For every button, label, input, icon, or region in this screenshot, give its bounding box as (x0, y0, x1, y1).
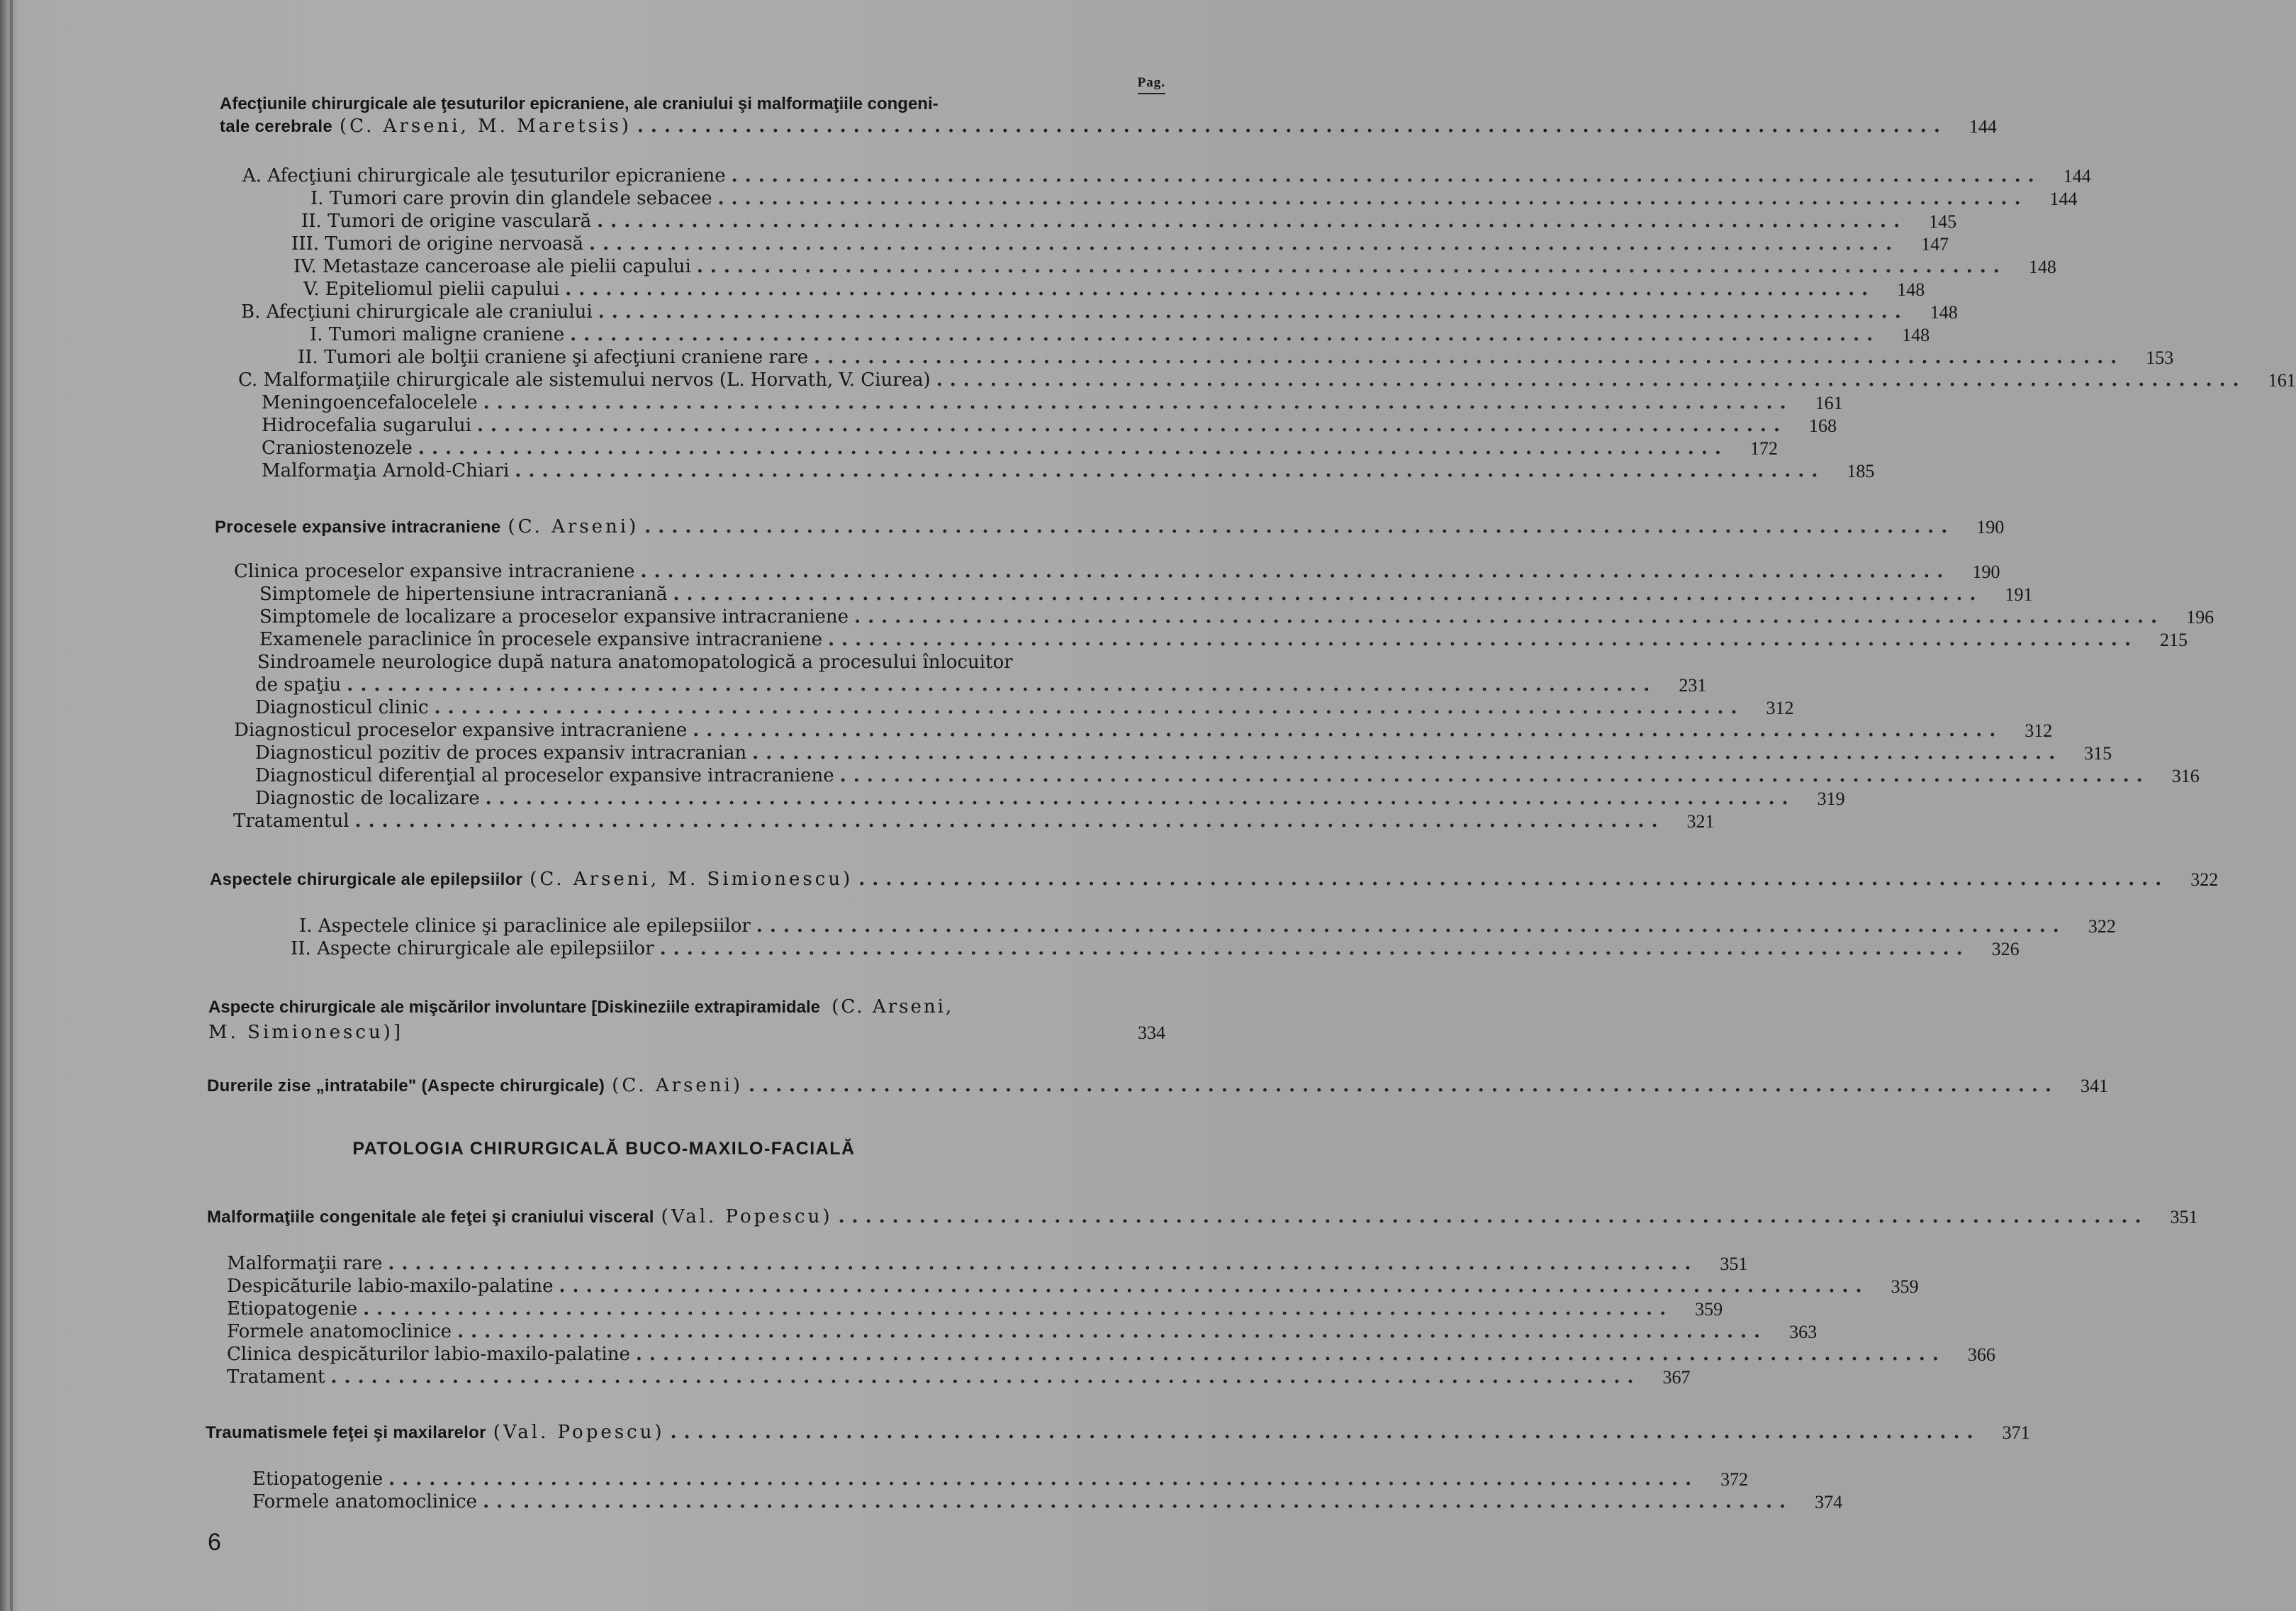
dot-leader: ................................................................................................. (838, 1206, 2149, 1227)
toc-page-number: 312 (2025, 720, 2053, 741)
dot-leader: ................................................................................................. (644, 516, 1955, 537)
toc-entry-text: II. Aspecte chirurgicale ale epilepsiilor (291, 938, 654, 959)
dot-leader: ................................................................................................. (388, 1468, 1699, 1490)
dot-leader: ................................................................................................. (354, 810, 1665, 832)
toc-entry (262, 415, 1837, 437)
dot-leader: ................................................................................................. (858, 869, 2169, 890)
toc-page-number: 326 (1991, 939, 2020, 959)
dot-leader: ................................................................................................. (598, 301, 1908, 323)
toc-entry (227, 1298, 1723, 1320)
toc-entry-text: Formele anatomoclinice (252, 1491, 478, 1512)
toc-entry (298, 347, 2174, 369)
toc-page-number: 168 (1809, 416, 1837, 436)
toc-entry (303, 279, 1925, 301)
dot-leader: ................................................................................................. (637, 116, 1947, 137)
toc-entry (262, 460, 1875, 482)
toc-page-number: 374 (1815, 1492, 1843, 1512)
toc-authors: (C. Arseni, (831, 996, 954, 1018)
toc-page-number: 161 (1815, 393, 1843, 413)
toc-entry-text: Diagnosticul diferenţial al proceselor expansive intracraniene (255, 765, 834, 786)
toc-authors: M. Simionescu)] (208, 1022, 403, 1043)
dot-leader: ................................................................................................. (839, 765, 2150, 786)
toc-entry-text-line1: Sindroamele neurologice după natura anatomopatologică a procesului înlocuitor (257, 652, 1013, 673)
dot-leader: ................................................................................................. (434, 697, 1745, 718)
toc-page-number: 190 (1972, 562, 2000, 582)
toc-entry (215, 516, 2005, 538)
toc-entry-text: I. Tumori maligne craniene (310, 324, 565, 345)
toc-page-number: 191 (2005, 584, 2033, 605)
toc-page-number: 161 (2268, 370, 2296, 391)
toc-page-number: 148 (1930, 302, 1958, 323)
toc-entry-text: Formele anatomoclinice (227, 1321, 452, 1342)
toc-main-title-line1: Afecţiunile chirurgicale ale ţesuturilor epicraniene, ale craniului şi malformaţiile congeni- (220, 94, 939, 113)
toc-entry (255, 674, 1707, 696)
toc-page-number: 341 (2081, 1076, 2109, 1096)
dot-leader: ................................................................................................. (696, 256, 2007, 277)
toc-authors: (C. Arseni) (612, 1075, 744, 1096)
toc-main-title: Procesele expansive intracraniene (215, 518, 501, 537)
toc-entry (291, 233, 1949, 255)
toc-page-number: 231 (1679, 675, 1707, 696)
pag-column-header: Pag. (1138, 75, 1165, 94)
toc-main-title: Aspectele chirurgicale ale epilepsiilor (210, 870, 523, 889)
toc-authors: (C. Arseni) (508, 516, 639, 537)
toc-entry (220, 116, 1997, 138)
toc-page-number: 334 (1138, 1022, 1165, 1043)
toc-entry-text: Clinica proceselor expansive intracraniene (234, 561, 635, 582)
toc-entry (227, 1366, 1691, 1388)
toc-main-title: Traumatismele feţei şi maxilarelor (206, 1423, 486, 1442)
dot-leader: ................................................................................................. (814, 347, 2124, 368)
dot-leader: ................................................................................................. (418, 437, 1728, 459)
toc-page-number: 144 (2063, 166, 2091, 186)
toc-entry-text: B. Afecţiuni chirurgicale ale craniului (241, 301, 593, 323)
toc-entry-text: Craniostenozele (262, 437, 413, 459)
dot-leader: ................................................................................................. (854, 606, 2165, 628)
toc-page-number: 144 (2049, 189, 2078, 209)
toc-entry (238, 369, 2296, 391)
toc-page-number: 322 (2190, 869, 2219, 890)
toc-page-number: 322 (2088, 916, 2116, 937)
dot-leader: ................................................................................................. (330, 1366, 1641, 1388)
toc-entry-text: Diagnosticul pozitiv de proces expansiv intracranian (255, 742, 747, 764)
toc-entry (207, 1206, 2198, 1228)
toc-page-number: 148 (2028, 257, 2056, 277)
dot-leader: ................................................................................................. (589, 233, 1900, 255)
toc-entry-text: IV. Metastaze canceroase ale pielii capului (293, 256, 691, 277)
toc-entry-text: II. Tumori ale bolţii craniene şi afecţiuni craniene rare (298, 347, 809, 368)
toc-entry-text: I. Aspectele clinice şi paraclinice ale epilepsiilor (299, 915, 751, 937)
toc-page-number: 190 (1976, 517, 2005, 537)
toc-entry-text: Etiopatogenie (252, 1468, 383, 1490)
toc-entry-text: Etiopatogenie (227, 1298, 358, 1320)
toc-entry (234, 561, 2000, 583)
dot-leader: ................................................................................................. (515, 460, 1825, 481)
toc-authors: (Val. Popescu) (493, 1422, 665, 1443)
toc-page-number: 215 (2160, 630, 2188, 650)
toc-entry (310, 324, 1930, 346)
toc-entry (207, 1075, 2109, 1097)
toc-page-number: 185 (1847, 461, 1875, 481)
toc-entry (227, 1253, 1748, 1275)
toc-page-number: 351 (2170, 1207, 2198, 1227)
toc-entry-text: Tratament (227, 1366, 325, 1388)
dot-leader: ................................................................................................. (756, 915, 2066, 937)
toc-entry-text: de spaţiu (255, 674, 342, 696)
toc-entry (255, 788, 1845, 810)
toc-entry-text: Diagnostic de localizare (255, 788, 480, 809)
toc-main-title: tale cerebrale (220, 117, 332, 136)
page-number: 6 (208, 1529, 221, 1556)
toc-entry (291, 938, 2020, 960)
toc-page-number: 319 (1817, 788, 1845, 809)
toc-entry-text: II. Tumori de origine vasculară (301, 211, 592, 232)
toc-page-number: 153 (2146, 347, 2174, 368)
toc-page-number: 172 (1749, 438, 1778, 459)
toc-entry (227, 1321, 1818, 1343)
toc-entry (252, 1491, 1843, 1513)
toc-entry-text: Tratamentul (233, 810, 349, 832)
toc-entry (252, 1468, 1749, 1490)
toc-entry-text: Diagnosticul clinic (255, 697, 429, 718)
dot-leader: ................................................................................................. (659, 938, 1970, 959)
dot-leader: ................................................................................................. (597, 211, 1908, 232)
toc-entry (259, 606, 2214, 628)
toc-main-title-line1: Aspecte chirurgicale ale mişcărilor involuntare [Diskineziile extrapiramidale (C. Arseni, (208, 996, 954, 1018)
toc-entry (210, 869, 2219, 891)
dot-leader: ................................................................................................. (347, 674, 1657, 696)
toc-entry-text: Malformaţii rare (227, 1253, 383, 1274)
dot-leader: ................................................................................................. (559, 1276, 1869, 1297)
toc-entry (233, 810, 1715, 832)
dot-leader: ................................................................................................. (363, 1298, 1674, 1320)
toc-entry-text: Simptomele de hipertensiune intracraniană (259, 584, 668, 605)
toc-entry-text: V. Epiteliomul pielii capului (303, 279, 560, 300)
dot-leader: ................................................................................................. (749, 1075, 2059, 1096)
dot-leader: ................................................................................................. (752, 742, 2063, 764)
toc-entry-text: Meningoencefalocelele (262, 392, 478, 413)
toc-entry (262, 392, 1843, 414)
toc-entry (259, 584, 2033, 606)
toc-authors: (C. Arseni, M. Maretsis) (339, 116, 632, 137)
toc-entry-text: Simptomele de localizare a proceselor expansive intracraniene (259, 606, 849, 628)
dot-leader: ................................................................................................. (635, 1344, 1946, 1365)
dot-leader: ................................................................................................. (388, 1253, 1698, 1274)
toc-entry-text: Malformaţia Arnold-Chiari (262, 460, 510, 481)
toc-page-number: 148 (1897, 279, 1925, 300)
toc-entry (255, 697, 1794, 719)
toc-page-number: 372 (1720, 1469, 1749, 1490)
toc-entry (241, 301, 1958, 323)
toc-page-number: 196 (2186, 607, 2214, 628)
toc-entry (255, 742, 2112, 764)
toc-page-number: 315 (2084, 743, 2112, 764)
toc-authors: (Val. Popescu) (661, 1206, 833, 1227)
toc-entry (227, 1344, 1995, 1366)
toc-entry (208, 1022, 1165, 1044)
toc-page-number: 371 (2002, 1422, 2030, 1443)
toc-entry-text: I. Tumori care provin din glandele sebacee (310, 188, 712, 209)
dot-leader: ................................................................................................. (670, 1422, 1981, 1443)
dot-leader: ................................................................................................. (640, 561, 1951, 582)
toc-page-number: 145 (1929, 211, 1957, 232)
toc-entry (227, 1276, 1919, 1298)
toc-entry (255, 765, 2200, 787)
toc-entry (310, 188, 2078, 210)
toc-entry-text: C. Malformaţiile chirurgicale ale sistemului nervos (L. Horvath, V. Ciurea) (238, 369, 931, 391)
dot-leader: ................................................................................................. (570, 324, 1881, 345)
toc-page-number: 359 (1891, 1276, 1919, 1297)
toc-entry (262, 437, 1778, 459)
toc-page-number: 147 (1921, 234, 1949, 255)
dot-leader: ................................................................................................. (483, 392, 1793, 413)
toc-entry-text: III. Tumori de origine nervoasă (291, 233, 584, 255)
dot-leader: ................................................................................................. (476, 415, 1787, 436)
toc-entry (234, 720, 2053, 742)
dot-leader: ................................................................................................. (483, 1491, 1793, 1512)
toc-main-title: Durerile zise „intratabile" (Aspecte chirurgicale) (207, 1076, 605, 1096)
toc-entry (299, 915, 2116, 937)
toc-authors: (C. Arseni, M. Simionescu) (530, 869, 853, 890)
dot-leader: ................................................................................................. (565, 279, 1876, 300)
dot-leader: ................................................................................................. (457, 1321, 1768, 1342)
toc-page-number: 367 (1662, 1367, 1691, 1388)
dot-leader: ................................................................................................. (693, 720, 2003, 741)
dot-leader: ................................................................................................. (827, 629, 2138, 650)
toc-entry-text: Examenele paraclinice în procesele expansive intracraniene (259, 629, 822, 650)
dot-leader: ................................................................................................. (731, 165, 2042, 186)
toc-page-number: 316 (2171, 766, 2200, 786)
toc-page-number: 312 (1766, 698, 1794, 718)
toc-page-number: 144 (1969, 116, 1997, 137)
toc-main-title: Malformaţiile congenitale ale feţei şi craniului visceral (207, 1208, 654, 1227)
toc-page-number: 148 (1902, 325, 1930, 345)
toc-entry (293, 256, 2056, 278)
toc-page-number: 366 (1967, 1344, 1995, 1365)
dot-leader: ................................................................................................. (485, 788, 1796, 809)
toc-entry-text: Diagnosticul proceselor expansive intracraniene (234, 720, 688, 741)
toc-entry-text: Clinica despicăturilor labio-maxilo-palatine (227, 1344, 630, 1365)
toc-entry (259, 629, 2188, 651)
toc-page-number: 363 (1789, 1322, 1818, 1342)
toc-page-number: 321 (1686, 811, 1715, 832)
dot-leader: ................................................................................................. (717, 188, 2028, 209)
toc-entry-text: Hidrocefalia sugarului (262, 415, 471, 436)
section-heading: PATOLOGIA CHIRURGICALĂ BUCO-MAXILO-FACIALĂ (352, 1139, 856, 1159)
toc-entry (206, 1422, 2030, 1444)
toc-page-number: 359 (1695, 1299, 1723, 1320)
toc-entry-text: Despicăturile labio-maxilo-palatine (227, 1276, 554, 1297)
toc-entry-text: A. Afecţiuni chirurgicale ale ţesuturilor epicraniene (242, 165, 726, 186)
toc-page-number: 351 (1720, 1254, 1748, 1274)
dot-leader: ................................................................................................. (673, 584, 1983, 605)
dot-leader: ................................................................................................. (936, 369, 2246, 391)
toc-entry (301, 211, 1957, 233)
toc-entry (242, 165, 2091, 187)
